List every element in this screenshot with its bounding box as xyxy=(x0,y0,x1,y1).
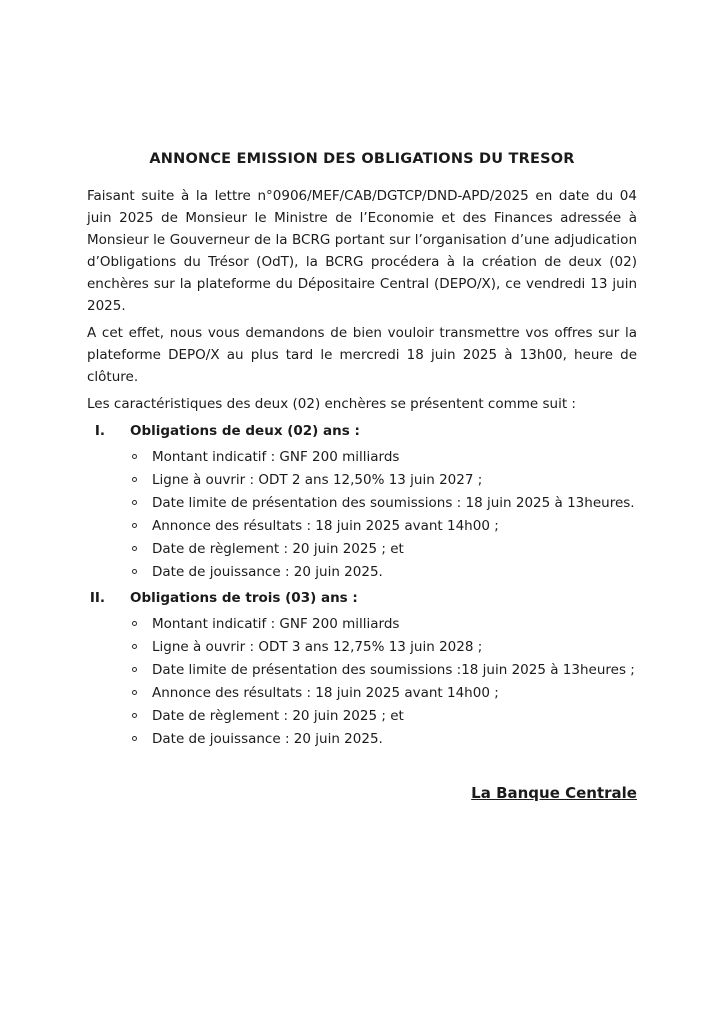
list-item-montant xyxy=(87,613,637,635)
list-item-montant xyxy=(87,446,637,468)
list-item-text: Date limite de présentation des soumissions :18 juin 2025 à 13heures ; xyxy=(152,662,635,678)
section-numeral: I. xyxy=(94,423,105,439)
circle-bullet-icon xyxy=(132,569,137,574)
circle-bullet-icon xyxy=(132,713,137,718)
list-item-date-jouissance xyxy=(87,561,637,583)
circle-bullet-icon xyxy=(132,500,137,505)
list-item-text: Date limite de présentation des soumissions : 18 juin 2025 à 13heures. xyxy=(152,495,635,511)
list-item-text: Ligne à ouvrir : ODT 2 ans 12,50% 13 juin 2027 ; xyxy=(152,472,483,488)
circle-bullet-icon xyxy=(132,736,137,741)
list-item-text: Annonce des résultats : 18 juin 2025 avant 14h00 ; xyxy=(152,685,499,701)
section-heading-obligations-2-ans xyxy=(87,420,637,442)
section-label: Obligations de deux (02) ans : xyxy=(130,423,360,439)
list-item-text: Montant indicatif : GNF 200 milliards xyxy=(152,449,400,465)
section-numeral: II. xyxy=(89,590,105,606)
list-item-text: Montant indicatif : GNF 200 milliards xyxy=(152,616,400,632)
bullet-list-obligations-3-ans xyxy=(87,613,637,750)
circle-bullet-icon xyxy=(132,667,137,672)
list-item-date-reglement xyxy=(87,705,637,727)
circle-bullet-icon xyxy=(132,546,137,551)
section-heading-obligations-3-ans xyxy=(87,587,637,609)
list-item-text: Date de jouissance : 20 juin 2025. xyxy=(152,731,383,747)
paragraph-transmission-offres: A cet effet, nous vous demandons de bien vouloir transmettre vos offres sur la plateforme DEPO/X au plus tard le mercredi 18 juin 2025 à 13h00, heure de clôture. xyxy=(87,325,637,385)
list-item-ligne xyxy=(87,469,637,491)
paragraph-caracteristiques-intro: Les caractéristiques des deux (02) enchères se présentent comme suit : xyxy=(87,396,576,412)
circle-bullet-icon xyxy=(132,621,137,626)
circle-bullet-icon xyxy=(132,644,137,649)
bullet-list-obligations-2-ans xyxy=(87,446,637,583)
list-item-date-limite xyxy=(87,492,637,514)
list-item-text: Date de règlement : 20 juin 2025 ; et xyxy=(152,541,404,557)
list-item-text: Date de règlement : 20 juin 2025 ; et xyxy=(152,708,404,724)
circle-bullet-icon xyxy=(132,454,137,459)
section-label: Obligations de trois (03) ans : xyxy=(130,590,358,606)
list-item-date-jouissance xyxy=(87,728,637,750)
circle-bullet-icon xyxy=(132,477,137,482)
list-item-date-limite xyxy=(87,659,637,681)
list-item-annonce-resultats xyxy=(87,515,637,537)
list-item-text: Annonce des résultats : 18 juin 2025 avant 14h00 ; xyxy=(152,518,499,534)
list-item-text: Ligne à ouvrir : ODT 3 ans 12,75% 13 juin 2028 ; xyxy=(152,639,483,655)
circle-bullet-icon xyxy=(132,523,137,528)
list-item-text: Date de jouissance : 20 juin 2025. xyxy=(152,564,383,580)
document-title: ANNONCE EMISSION DES OBLIGATIONS DU TRESOR xyxy=(149,151,575,167)
list-item-date-reglement xyxy=(87,538,637,560)
circle-bullet-icon xyxy=(132,690,137,695)
list-item-annonce-resultats xyxy=(87,682,637,704)
signature-banque-centrale: La Banque Centrale xyxy=(471,784,637,802)
list-item-ligne xyxy=(87,636,637,658)
paragraph-lettre-reference: Faisant suite à la lettre n°0906/MEF/CAB/DGTCP/DND-APD/2025 en date du 04 juin 2025 de Monsieur le Ministre de l’Economie et des Finances adressée à Monsieur le Gouverneur de la BCRG portant sur l’organisation d’une adjudication d’Obligations du Trésor (OdT), la BCRG procédera à la création de deux (02) enchères sur la plateforme du Dépositaire Central (DEPO/X), ce vendredi 13 juin 2025. xyxy=(87,188,637,314)
